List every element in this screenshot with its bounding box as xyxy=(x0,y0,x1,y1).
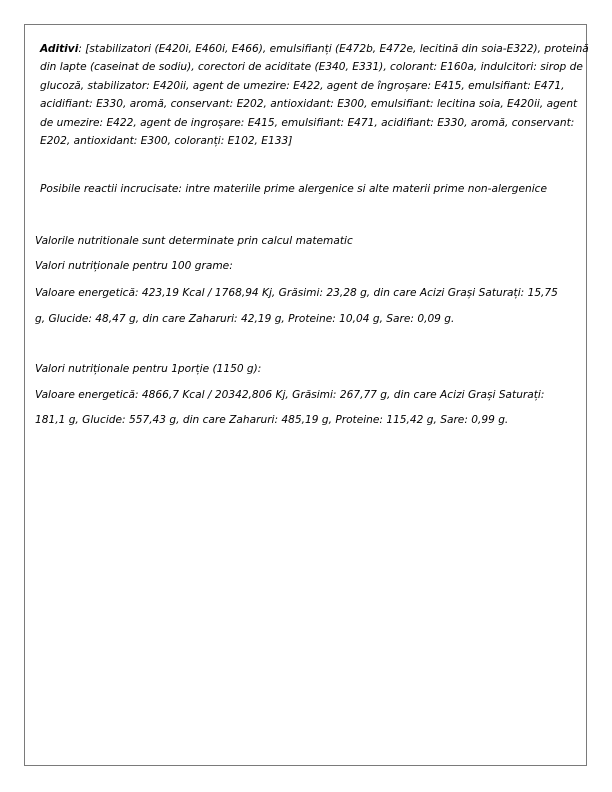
per-100g-line-1: Valoare energetică: 423,19 Kcal / 1768,94 Kj, Grăsimi: 23,28 g, din care Acizi Grași Saturați: 15,75 xyxy=(35,287,558,299)
additives-line-6: E202, antioxidant: E300, coloranți: E102, E133] xyxy=(40,135,293,148)
additives-line-3: glucoză, stabilizator: E420ii, agent de umezire: E422, agent de îngroșare: E415, emulsifiant: E471, xyxy=(40,79,565,92)
additives-line-2: din lapte (caseinat de sodiu), corectori de aciditate (E340, E331), colorant: E160a, indulcitori: sirop de xyxy=(40,61,583,74)
per-portion-line-1: Valoare energetică: 4866,7 Kcal / 20342,806 Kj, Grăsimi: 267,77 g, din care Acizi Grași Saturați: xyxy=(35,389,545,401)
additives-line-5: de umezire: E422, agent de ingroșare: E415, emulsifiant: E471, acidifiant: E330, aromă, conservant: xyxy=(40,116,575,129)
additives-line-4: acidifiant: E330, aromă, conservant: E202, antioxidant: E300, emulsifiant: lecitina soia, E420ii, agent xyxy=(40,98,578,111)
per-portion-line-2: 181,1 g, Glucide: 557,43 g, din care Zaharuri: 485,19 g, Proteine: 115,42 g, Sare: 0,99 g. xyxy=(35,414,509,426)
calc-note: Valorile nutritionale sunt determinate prin calcul matematic xyxy=(35,235,353,247)
per-portion-heading: Valori nutriționale pentru 1porție (1150 g): xyxy=(35,363,262,375)
additives-paragraph xyxy=(40,40,589,150)
cross-reactions-text: Posibile reactii incrucisate: intre materiile prime alergenice si alte materii prime non-alergenice xyxy=(40,183,548,195)
per-100g-heading: Valori nutriționale pentru 100 grame: xyxy=(35,260,233,272)
additives-label: Aditivi xyxy=(40,43,79,55)
per-100g-line-2: g, Glucide: 48,47 g, din care Zaharuri: 42,19 g, Proteine: 10,04 g, Sare: 0,09 g. xyxy=(35,313,455,325)
additives-line-1 xyxy=(40,40,589,58)
additives-text-1: : [stabilizatori (E420i, E460i, E466), emulsifianți (E472b, E472e, lecitină din soia-E322), proteină xyxy=(78,43,589,55)
